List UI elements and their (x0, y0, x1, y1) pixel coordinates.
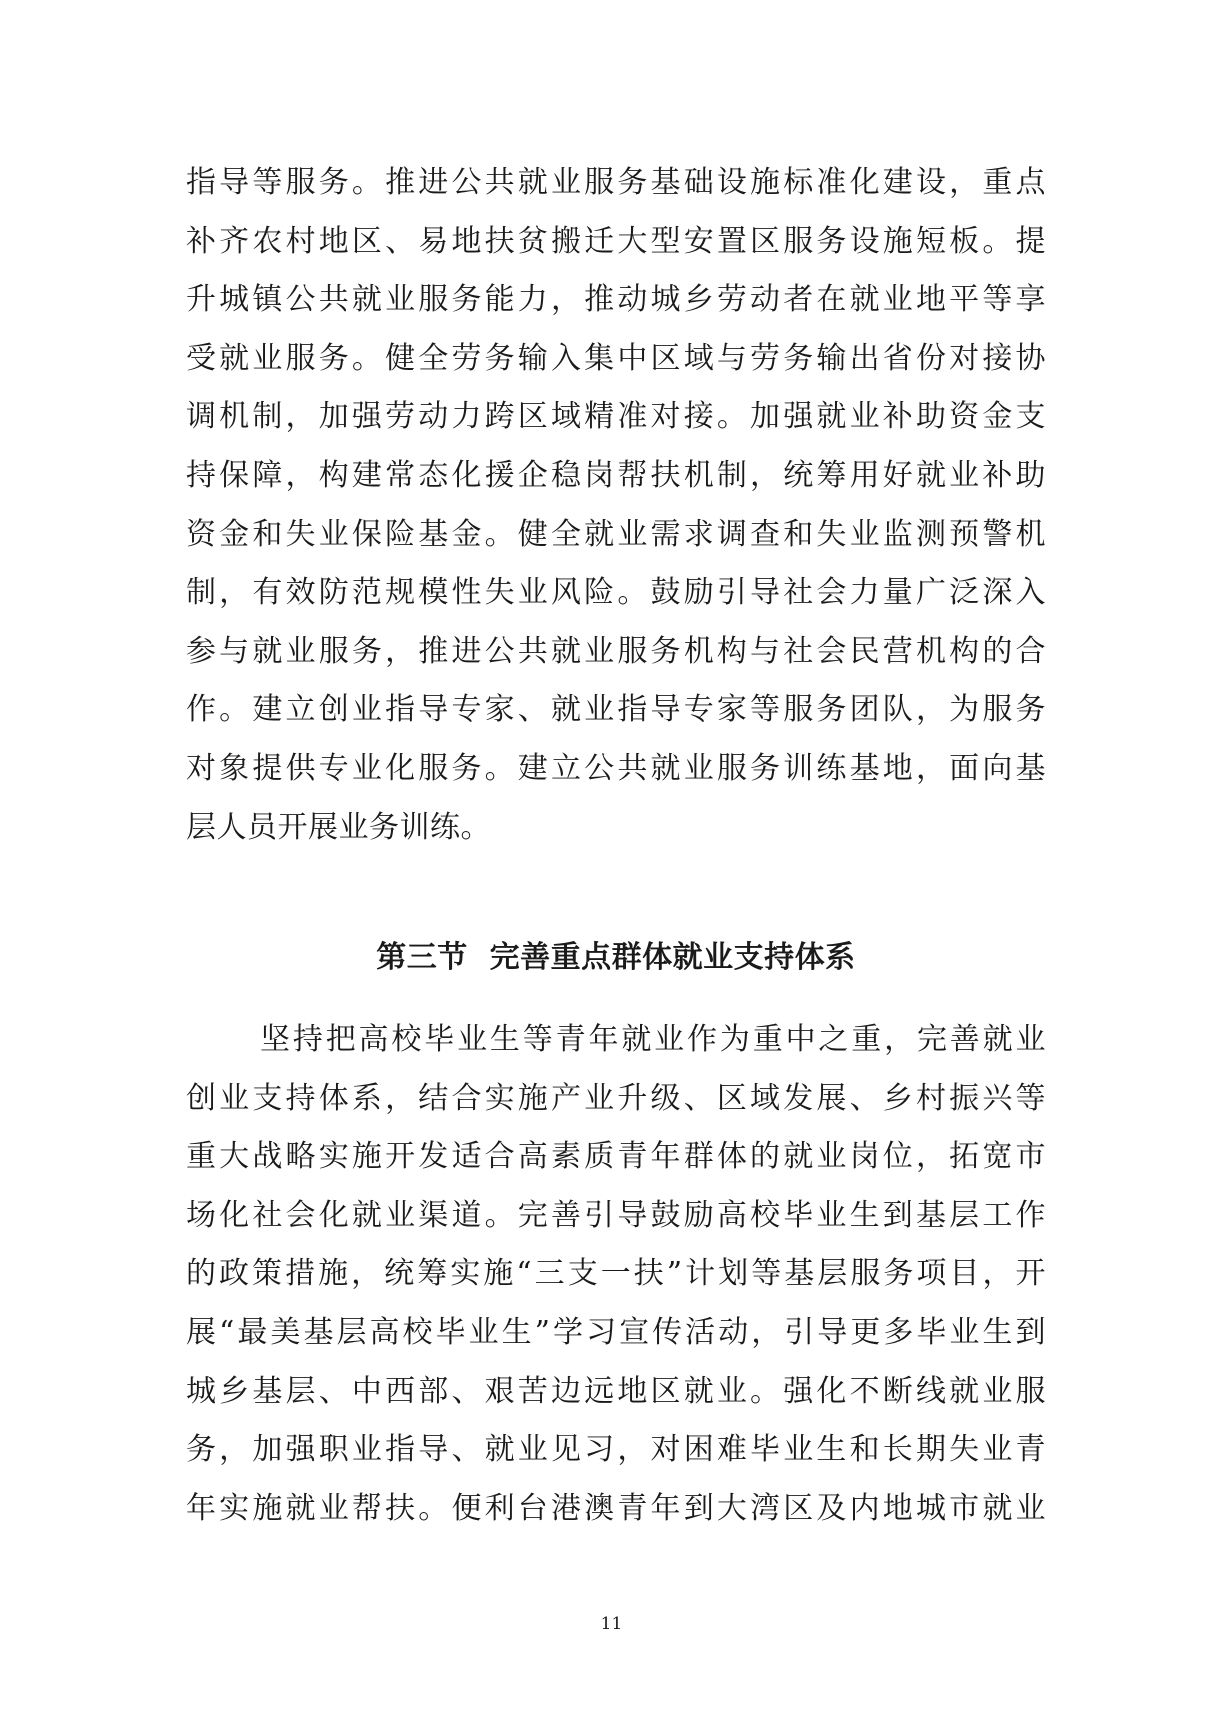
paragraph-2-line: 展“最美基层高校毕业生”学习宣传活动，引导更多毕业生到 (186, 1314, 1046, 1350)
paragraph-2-line: 创业支持体系，结合实施产业升级、区域发展、乡村振兴等 (186, 1080, 1046, 1116)
paragraph-2-line: 坚持把高校毕业生等青年就业作为重中之重，完善就业 (260, 1022, 1046, 1057)
paragraph-1-line: 资金和失业保险基金。健全就业需求调查和失业监测预警机 (186, 516, 1046, 552)
paragraph-1-line: 受就业服务。健全劳务输入集中区域与劳务输出省份对接协 (186, 340, 1046, 376)
paragraph-1-line: 调机制，加强劳动力跨区域精准对接。加强就业补助资金支 (186, 399, 1046, 435)
paragraph-1-line: 持保障，构建常态化援企稳岗帮扶机制，统筹用好就业补助 (186, 457, 1046, 493)
paragraph-2-line: 重大战略实施开发适合高素质青年群体的就业岗位，拓宽市 (186, 1139, 1046, 1175)
paragraph-2-line: 的政策措施，统筹实施“三支一扶”计划等基层服务项目，开 (186, 1256, 1046, 1292)
paragraph-1-line: 层人员开展业务训练。 (186, 809, 491, 845)
page-number: 11 (600, 1614, 623, 1634)
paragraph-1-line: 制，有效防范规模性失业风险。鼓励引导社会力量广泛深入 (186, 575, 1046, 611)
paragraph-2-line: 务，加强职业指导、就业见习，对困难毕业生和长期失业青 (186, 1432, 1046, 1468)
paragraph-2-line: 场化社会化就业渠道。完善引导鼓励高校毕业生到基层工作 (186, 1197, 1046, 1233)
paragraph-1 (186, 154, 1046, 857)
paragraph-1-line: 参与就业服务，推进公共就业服务机构与社会民营机构的合 (186, 633, 1046, 669)
paragraph-1-line: 对象提供专业化服务。建立公共就业服务训练基地，面向基 (186, 750, 1046, 786)
paragraph-1-line: 作。建立创业指导专家、就业指导专家等服务团队，为服务 (186, 692, 1046, 728)
paragraph-1-line: 指导等服务。推进公共就业服务基础设施标准化建设，重点 (186, 165, 1046, 200)
paragraph-1-line: 升城镇公共就业服务能力，推动城乡劳动者在就业地平等享 (186, 282, 1046, 318)
paragraph-2 (186, 1011, 1046, 1538)
paragraph-2-line: 城乡基层、中西部、艰苦边远地区就业。强化不断线就业服 (186, 1373, 1046, 1409)
section-heading: 第三节 完善重点群体就业支持体系 (376, 940, 856, 975)
paragraph-1-line: 补齐农村地区、易地扶贫搬迁大型安置区服务设施短板。提 (186, 223, 1046, 259)
paragraph-2-line: 年实施就业帮扶。便利台港澳青年到大湾区及内地城市就业 (186, 1490, 1046, 1526)
